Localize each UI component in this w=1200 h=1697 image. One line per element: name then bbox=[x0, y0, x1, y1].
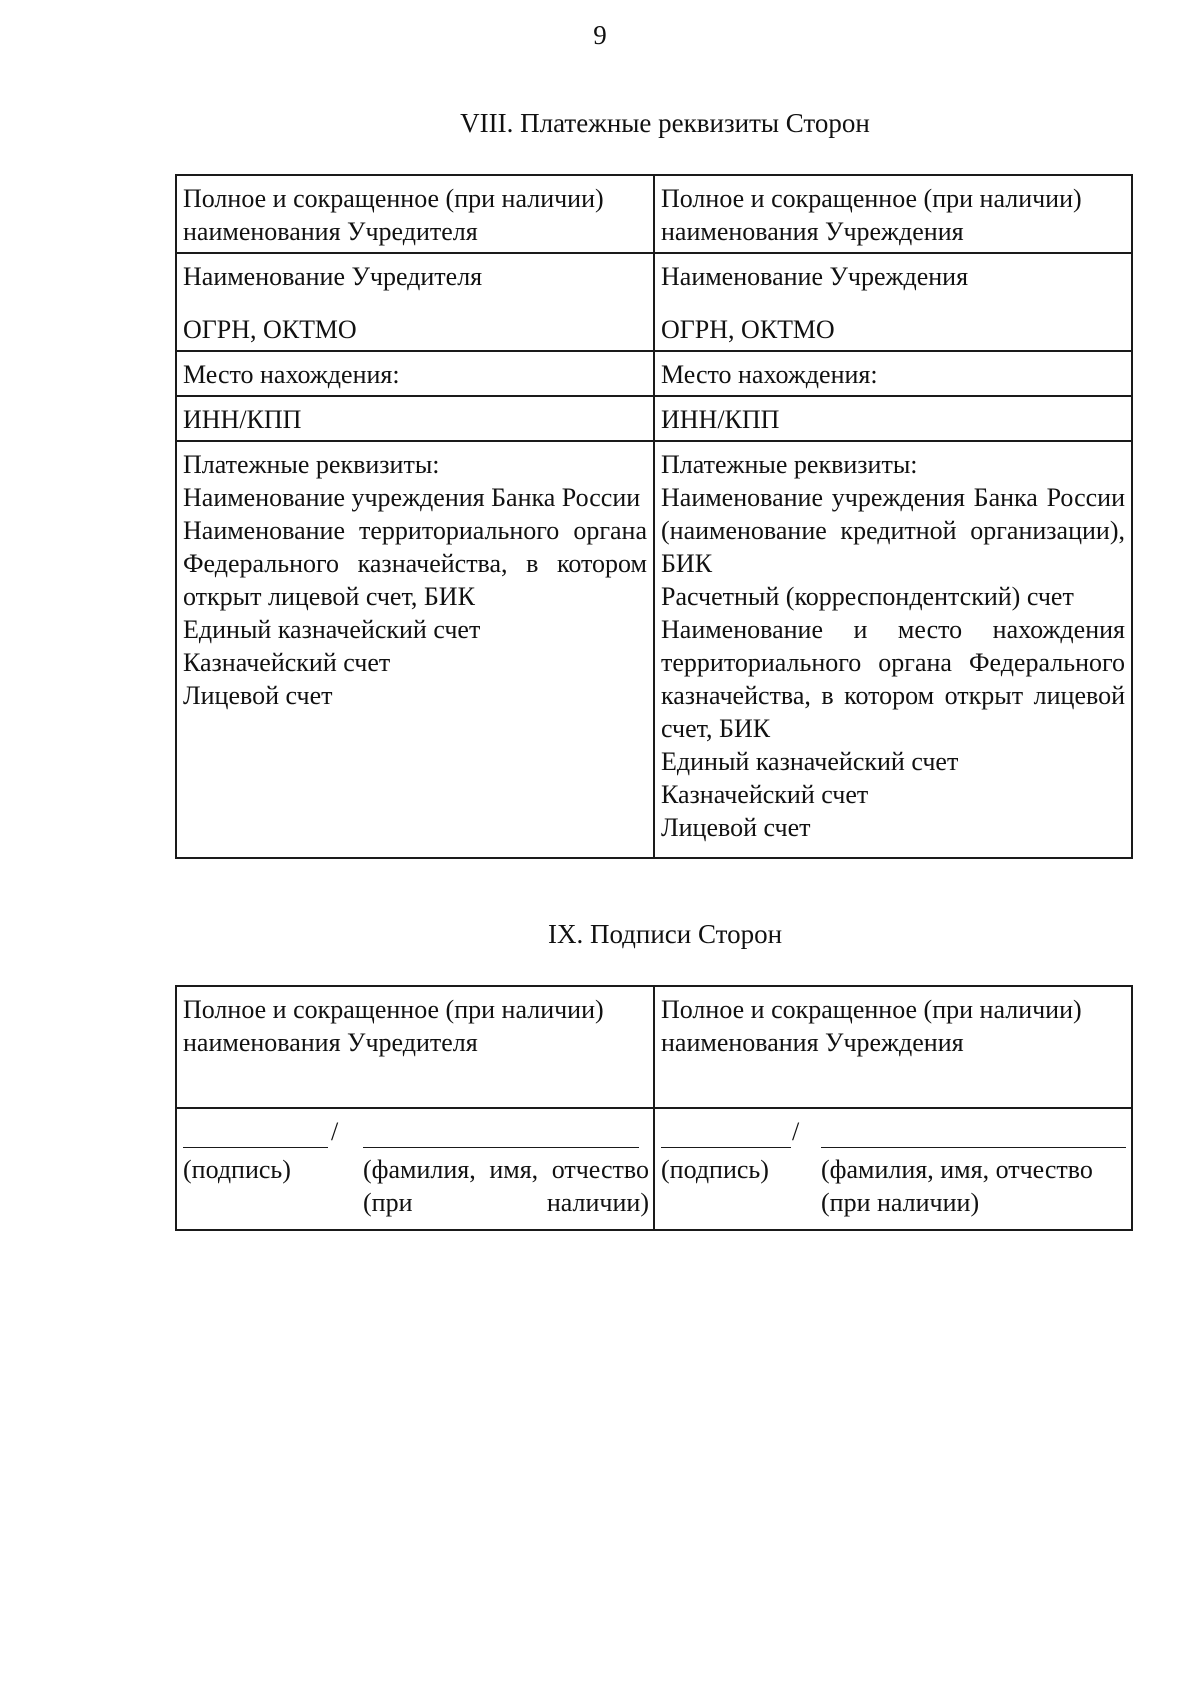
founder-location: Место нахождения: bbox=[183, 360, 400, 389]
institution-fio-label: (фамилия, имя, отчество (при наличии) bbox=[821, 1155, 1093, 1217]
institution-name-cell bbox=[654, 253, 1132, 351]
institution-signature-line bbox=[661, 1147, 791, 1148]
payment-details-table bbox=[175, 174, 1133, 859]
institution-fio-line bbox=[821, 1147, 1126, 1148]
table-row bbox=[176, 441, 1132, 858]
institution-payment-line: Наименование и место нахождения территориального органа Федерального казначейства, в котором открыт лицевой счет, БИК bbox=[661, 615, 1125, 743]
institution-sign-full-name: Полное и сокращенное (при наличии) наименования Учреждения bbox=[661, 995, 1082, 1057]
founder-signature-cell bbox=[176, 1108, 654, 1230]
institution-ogrn: ОГРН, ОКТМО bbox=[661, 315, 835, 344]
founder-sign-name-cell bbox=[176, 986, 654, 1108]
founder-name-cell bbox=[176, 253, 654, 351]
institution-payment-line: Расчетный (корреспондентский) счет bbox=[661, 582, 1074, 611]
founder-inn-cell bbox=[176, 396, 654, 441]
institution-payment-cell bbox=[654, 441, 1132, 858]
section-ix-title: IX. Подписи Сторон bbox=[547, 919, 783, 949]
founder-payment-line: Лицевой счет bbox=[183, 681, 333, 710]
institution-full-name: Полное и сокращенное (при наличии) наименования Учреждения bbox=[661, 184, 1082, 246]
institution-signature-label: (подпись) bbox=[661, 1155, 769, 1184]
founder-full-name-cell bbox=[176, 175, 654, 253]
institution-name: Наименование Учреждения bbox=[661, 262, 969, 291]
institution-payment-line: Лицевой счет bbox=[661, 813, 811, 842]
signatures-table bbox=[175, 985, 1133, 1231]
institution-payment-title: Платежные реквизиты: bbox=[661, 450, 918, 479]
founder-payment-line: Казначейский счет bbox=[183, 648, 391, 677]
table-row bbox=[176, 175, 1132, 253]
founder-fio-line bbox=[363, 1147, 639, 1148]
founder-location-cell bbox=[176, 351, 654, 396]
founder-signature-line bbox=[183, 1147, 328, 1148]
table-row bbox=[176, 986, 1132, 1108]
section-viii-title: VIII. Платежные реквизиты Сторон bbox=[460, 108, 870, 138]
founder-signature-label: (подпись) bbox=[183, 1155, 291, 1184]
institution-payment-line: Казначейский счет bbox=[661, 780, 869, 809]
institution-payment-line: Единый казначейский счет bbox=[661, 747, 959, 776]
institution-slash: / bbox=[792, 1117, 800, 1146]
table-row bbox=[176, 351, 1132, 396]
table-row bbox=[176, 1108, 1132, 1230]
founder-payment-line: Наименование учреждения Банка России bbox=[183, 483, 641, 512]
founder-payment-line: Наименование территориального органа Федерального казначейства, в котором открыт лицевой счет, БИК bbox=[183, 516, 647, 611]
founder-fio-label: (фамилия, имя, отчество (при наличии) bbox=[363, 1155, 649, 1217]
founder-payment-title: Платежные реквизиты: bbox=[183, 450, 440, 479]
founder-ogrn: ОГРН, ОКТМО bbox=[183, 315, 357, 344]
institution-inn: ИНН/КПП bbox=[661, 405, 780, 434]
founder-name: Наименование Учредителя bbox=[183, 262, 483, 291]
founder-payment-line: Единый казначейский счет bbox=[183, 615, 481, 644]
table-row bbox=[176, 396, 1132, 441]
founder-full-name: Полное и сокращенное (при наличии) наименования Учредителя bbox=[183, 184, 604, 246]
founder-slash: / bbox=[331, 1117, 339, 1146]
table-row bbox=[176, 253, 1132, 351]
founder-sign-full-name: Полное и сокращенное (при наличии) наименования Учредителя bbox=[183, 995, 604, 1057]
institution-location-cell bbox=[654, 351, 1132, 396]
institution-full-name-cell bbox=[654, 175, 1132, 253]
institution-sign-name-cell bbox=[654, 986, 1132, 1108]
founder-payment-cell bbox=[176, 441, 654, 858]
page-number: 9 bbox=[593, 20, 607, 50]
founder-inn: ИНН/КПП bbox=[183, 405, 302, 434]
institution-location: Место нахождения: bbox=[661, 360, 878, 389]
institution-inn-cell bbox=[654, 396, 1132, 441]
institution-payment-line: Наименование учреждения Банка России (наименование кредитной организации), БИК bbox=[661, 483, 1125, 578]
institution-signature-cell bbox=[654, 1108, 1132, 1230]
